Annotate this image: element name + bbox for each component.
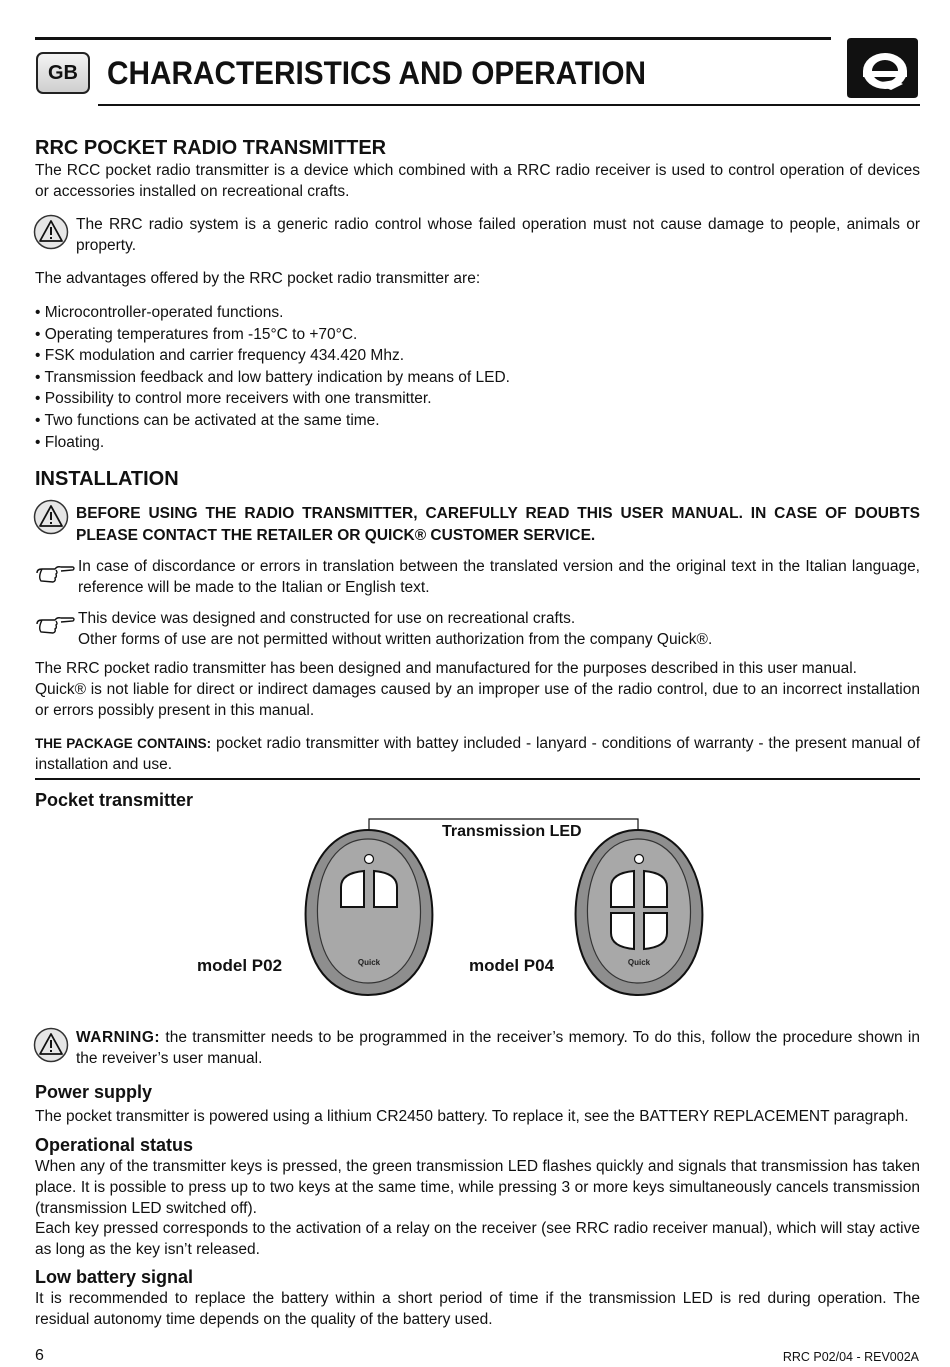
warning-text-programming [76, 1027, 920, 1069]
advantages-intro: The advantages offered by the RRC pocket radio transmitter are: [35, 270, 481, 287]
top-rule [35, 37, 831, 40]
page-number: 6 [35, 1347, 44, 1364]
model-p02-label: model P02 [197, 956, 283, 975]
package-contents [35, 733, 920, 775]
list-item: • FSK modulation and carrier frequency 434.420 Mhz. [35, 345, 510, 367]
pointing-hand-icon [35, 563, 75, 585]
low-battery-heading: Low battery signal [35, 1267, 194, 1287]
operational-text-2: Each key pressed corresponds to the activation of a relay on the receiver (see RRC radio receiver manual), which will stay active as long as the key isn’t released. [35, 1220, 920, 1258]
purpose-paragraph: The RRC pocket radio transmitter has been designed and manufactured for the purposes described in this user manual. [35, 660, 857, 677]
list-item: • Possibility to control more receivers with one transmitter. [35, 388, 510, 410]
page-title: CHARACTERISTICS AND OPERATION [107, 55, 646, 91]
warning-icon [33, 499, 69, 535]
usage-note-line1: This device was designed and constructed for use on recreational crafts. [78, 610, 576, 627]
led-label: Transmission LED [442, 823, 582, 840]
usage-note-line2: Other forms of use are not permitted without written authorization from the company Quick®. [78, 631, 713, 648]
low-battery-text: It is recommended to replace the battery within a short period of time if the transmission LED is red during operation. The residual autonomy time depends on the quality of the battery used. [35, 1290, 920, 1328]
warning-body: the transmitter needs to be programmed in the receiver’s memory. To do this, follow the procedure shown in the reveiver’s user manual. [76, 1029, 920, 1067]
document-code: RRC P02/04 - REV002A [782, 1350, 919, 1364]
translation-note: In case of discordance or errors in translation between the translated version and the original text in the Italian language, reference will be made to the Italian or English text. [78, 558, 920, 596]
package-text: pocket radio transmitter with battey included - lanyard - conditions of warranty - the present manual of installation and use. [35, 735, 921, 773]
intro-paragraph: The RCC pocket radio transmitter is a device which combined with a RRC radio receiver is used to control operation of devices or accessories installed on recreational crafts. [35, 162, 920, 200]
list-item: • Operating temperatures from -15°C to +70°C. [35, 324, 510, 346]
operational-heading: Operational status [35, 1135, 194, 1155]
package-label: THE PACKAGE CONTAINS: [35, 736, 212, 751]
list-item: • Floating. [35, 432, 510, 454]
section-divider [35, 778, 920, 780]
transmitter-illustration [298, 815, 710, 1000]
list-item: • Transmission feedback and low battery indication by means of LED. [35, 367, 510, 389]
warning-text-safety: The RRC radio system is a generic radio control whose failed operation must not cause damage to people, animals or property. [76, 216, 920, 254]
section-heading-rrc: RRC POCKET RADIO TRANSMITTER [35, 137, 387, 159]
operational-text-1: When any of the transmitter keys is pressed, the green transmission LED flashes quickly and signals that transmission has taken place. It is possible to press up to two keys at the same time, while pressing 3 or more keys simultaneously cancels transmission (transmission LED switched off). [35, 1158, 920, 1217]
language-badge: GB [36, 52, 90, 94]
liability-paragraph: Quick® is not liable for direct or indirect damages caused by an improper use of the radio control, due to an incorrect installation or errors possibly present in this manual. [35, 681, 920, 719]
power-heading: Power supply [35, 1082, 153, 1102]
section-heading-installation: INSTALLATION [35, 468, 179, 490]
quick-logo-icon [845, 38, 920, 98]
warning-icon [33, 214, 69, 250]
list-item: • Two functions can be activated at the same time. [35, 410, 510, 432]
power-text: The pocket transmitter is powered using a lithium CR2450 battery. To replace it, see the BATTERY REPLACEMENT paragraph. [35, 1108, 909, 1125]
transmitter-p02 [306, 830, 433, 995]
warning-text-read-manual: BEFORE USING THE RADIO TRANSMITTER, CAREFULLY READ THIS USER MANUAL. IN CASE OF DOUBTS PLEASE CONTACT THE RETAILER OR QUICK® CUSTOMER SERVICE. [76, 505, 920, 544]
brand-mark-p02: Quick [357, 958, 381, 967]
warning-icon [33, 1027, 69, 1063]
model-p04-label: model P04 [469, 956, 555, 975]
warning-label: WARNING: [76, 1029, 161, 1046]
advantages-list [35, 302, 510, 453]
pointing-hand-icon [35, 614, 75, 636]
figure-heading: Pocket transmitter [35, 790, 194, 810]
transmitter-p04 [576, 830, 703, 995]
brand-mark-p04: Quick [627, 958, 651, 967]
list-item: • Microcontroller-operated functions. [35, 302, 510, 324]
title-underline [98, 104, 920, 106]
